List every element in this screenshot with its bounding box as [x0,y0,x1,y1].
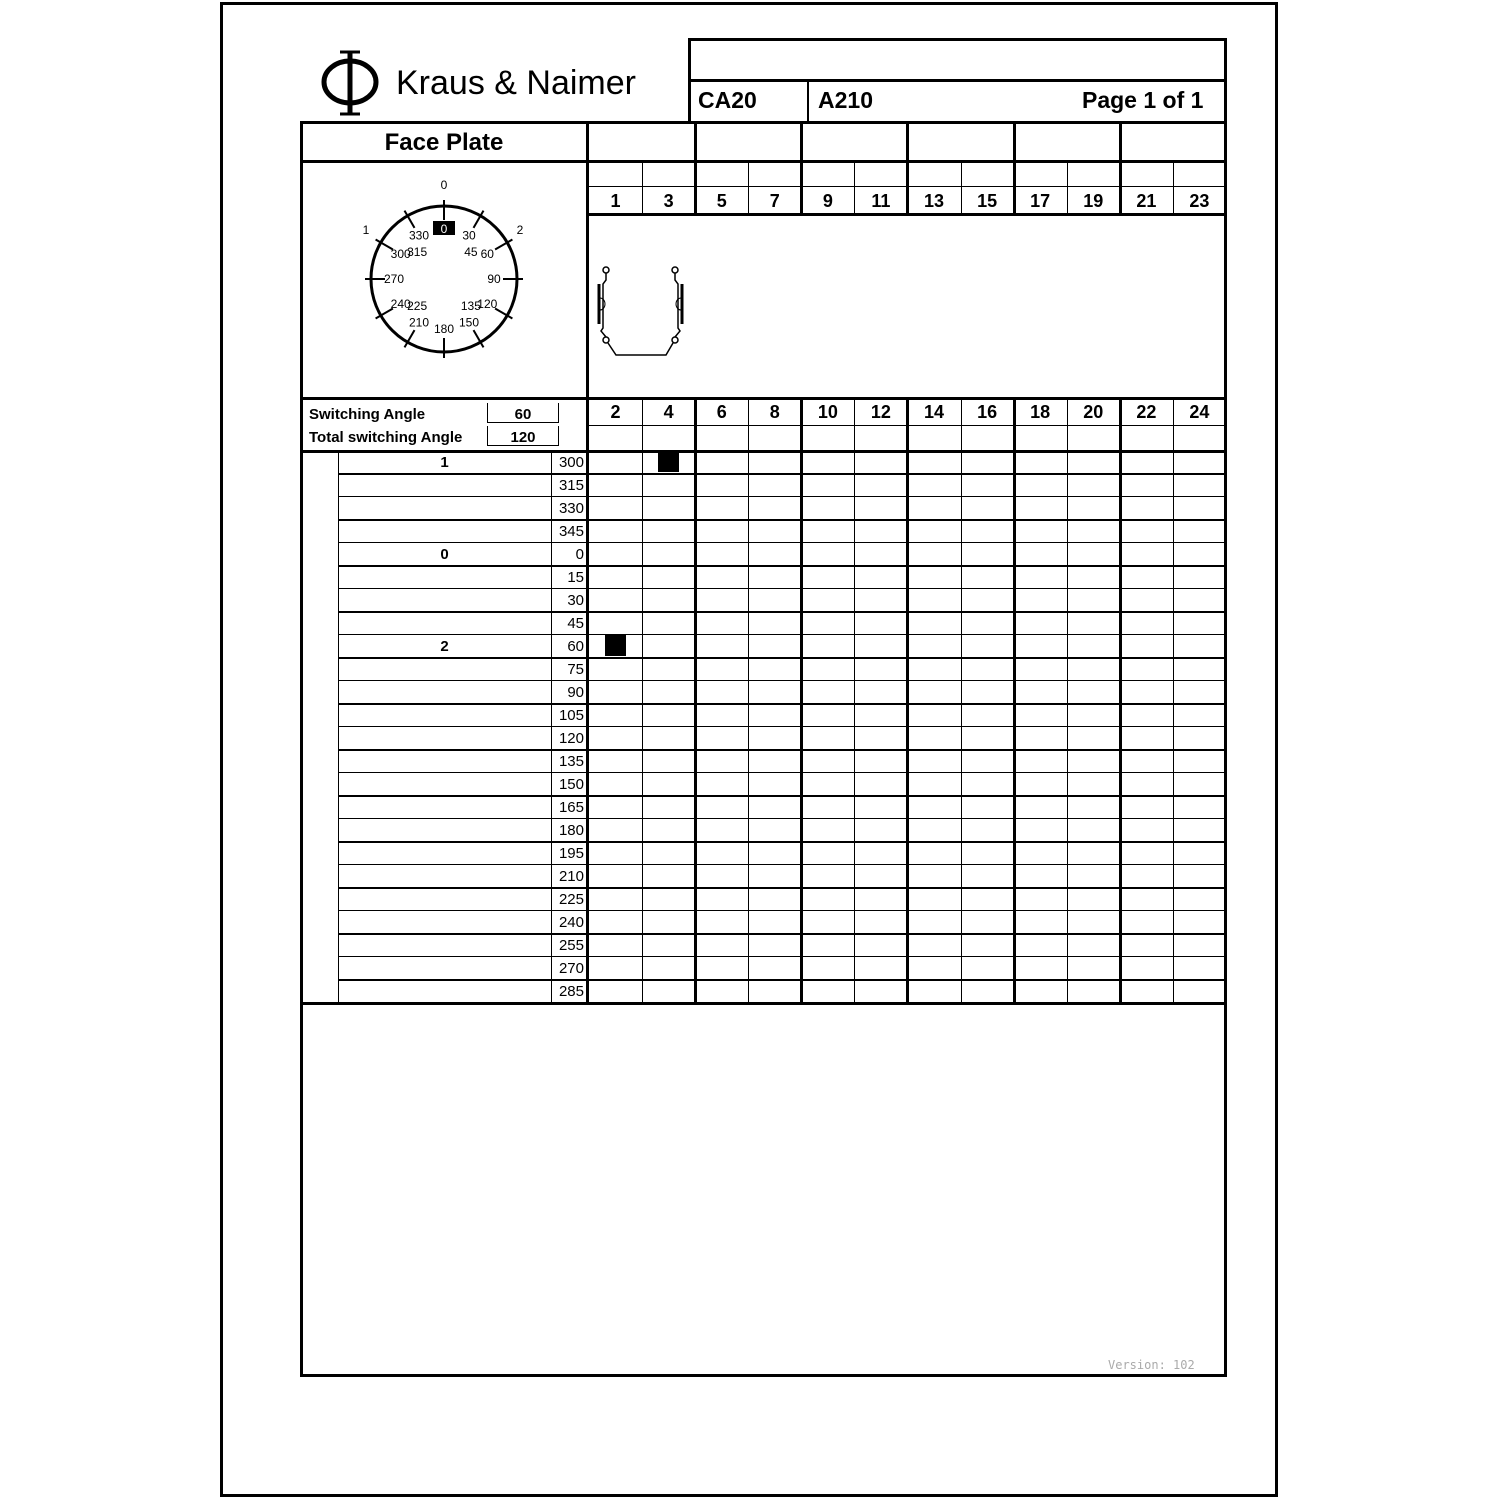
terminal-bottom-10: 10 [817,402,838,422]
brand-name: Kraus & Naimer [396,64,636,102]
position-label: 1 [440,454,449,471]
terminal-top-17: 17 [1030,191,1051,211]
dial-label: 90 [487,272,501,286]
position-angle: 210 [558,868,584,885]
dial-position-label: 2 [516,223,524,237]
terminal-bottom-20: 20 [1083,402,1104,422]
position-angle: 15 [567,569,584,586]
position-angle: 75 [567,661,584,678]
position-angle: 315 [558,477,584,494]
terminal-top-7: 7 [769,191,780,211]
switching-angle-label: Switching Angle [309,406,426,423]
model-number: CA20 [698,87,757,113]
dial-tick-inner [408,217,415,228]
terminal-top-11: 11 [871,191,891,211]
terminal-bottom-2: 2 [610,402,621,422]
terminal-top-23: 23 [1189,191,1210,211]
terminal-bottom-22: 22 [1136,402,1157,422]
dial-label: 0 [440,222,448,236]
position-angle: 345 [558,523,584,540]
terminal-bottom-12: 12 [870,402,891,422]
position-label: 0 [440,546,449,563]
position-angle: 330 [558,500,584,517]
dial-label: 225 [407,298,428,313]
total-switching-angle-label: Total switching Angle [309,429,463,446]
position-angle: 240 [558,914,584,931]
dial-position-label: 0 [440,178,448,192]
dial-tick-inner [495,243,506,250]
terminal-bottom-24: 24 [1189,402,1210,422]
dial-label: 60 [480,247,494,261]
face-plate-title: Face Plate [384,129,504,156]
terminal-top-15: 15 [977,191,998,211]
position-angle: 165 [558,799,584,816]
contact-closed-mark [605,635,626,656]
position-angle: 180 [558,822,584,839]
dial-label: 180 [433,322,455,336]
switching-angle-value: 60 [514,406,532,423]
position-angle: 270 [558,960,584,977]
dial-label: 135 [460,298,481,313]
dial-tick-inner [408,330,415,341]
position-label: 2 [440,638,449,655]
dial-label: 30 [462,228,476,243]
dial-label: 330 [408,228,430,243]
total-switching-angle-value: 120 [510,429,536,446]
terminal-top-13: 13 [923,191,945,211]
position-angle: 30 [567,592,584,609]
face-plate-dial [300,163,588,398]
position-angle: 120 [558,730,584,747]
page-indicator: Page 1 of 1 [1082,87,1204,113]
position-angle: 0 [575,546,584,563]
contact-closed-mark [658,451,679,472]
dial-tick-inner [474,217,481,228]
dial-label: 150 [458,315,480,330]
terminal-bottom-18: 18 [1030,402,1051,422]
dial-label: 240 [390,297,411,311]
position-angle: 90 [567,684,584,701]
dial-label: 270 [383,272,405,286]
terminal-top-5: 5 [716,191,727,211]
terminal-top-3: 3 [663,191,674,211]
dial-position-label: 1 [362,223,370,237]
dial-label: 45 [464,245,478,260]
position-angle: 150 [558,776,584,793]
position-angle: 195 [558,845,584,862]
terminal-top-19: 19 [1083,191,1104,211]
terminal-bottom-8: 8 [769,402,780,422]
dial-label: 210 [408,315,430,330]
position-angle: 105 [558,707,584,724]
position-angle: 255 [558,937,584,954]
position-angle: 135 [558,753,584,770]
dial-label: 300 [390,247,411,261]
position-angle: 60 [567,638,584,655]
position-angle: 45 [567,615,584,632]
position-angle: 285 [558,983,584,1000]
terminal-bottom-4: 4 [663,402,674,422]
position-angle: 300 [558,454,584,471]
terminal-top-21: 21 [1136,191,1157,211]
terminal-top-9: 9 [822,191,833,211]
terminal-bottom-6: 6 [716,402,727,422]
part-code: A210 [818,87,873,113]
terminal-bottom-14: 14 [923,402,945,422]
dial-label: 315 [407,245,428,260]
version-label: Version: 102 [1108,1358,1195,1372]
contact-element-symbol [589,216,699,396]
dial-tick-inner [474,330,481,341]
terminal-top-1: 1 [610,191,621,211]
kraus-naimer-logo-icon [318,48,382,118]
position-angle: 225 [558,891,584,908]
terminal-bottom-16: 16 [977,402,998,422]
dial-label: 120 [477,297,498,311]
